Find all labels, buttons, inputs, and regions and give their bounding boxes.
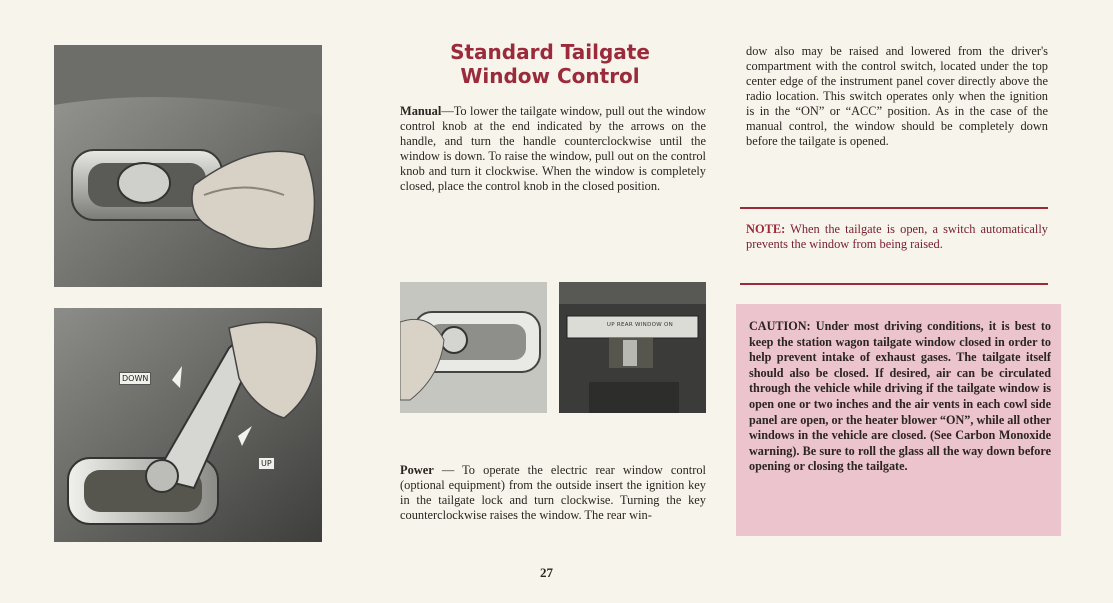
continuation-paragraph: dow also may be raised and lowered from the driver's compartment with the control switch, located under the top center edge of the instrument panel cover directly above the radio location. This switch operates only when the ignition is in the “ON” or “ACC” position. As in the case of the manual control, the window should be completely down before the tailgate is opened. [746, 44, 1048, 148]
divider-bottom [740, 283, 1048, 285]
manual-label: Manual [400, 104, 442, 118]
photo-manual-handle-open [54, 308, 322, 542]
divider-top [740, 207, 1048, 209]
manual-paragraph [400, 104, 706, 194]
note-paragraph [746, 222, 1048, 252]
switch-label: UP REAR WINDOW ON [606, 322, 674, 328]
caution-paragraph: CAUTION: Under most driving conditions, it is best to keep the station wagon tailgate window closed in order to help prevent intake of exhaust gases. The tailgate itself should also be closed. If desired, air can be circulated through the vehicle while driving if the tailgate window is open one or two inches and the air vents in each cowl side panel are open, or the heater blower “ON”, while all other windows in the vehicle are closed. (See Carbon Monoxide warning). Be sure to roll the glass all the way down before opening or closing the tailgate. [749, 319, 1051, 474]
note-label: NOTE: [746, 222, 786, 236]
title-line-1: Standard Tailgate [450, 40, 650, 64]
photo-manual-handle [54, 45, 322, 287]
title-line-2: Window Control [460, 64, 640, 88]
photo-power-window-switch [559, 282, 706, 413]
manual-text: —To lower the tailgate window, pull out the window control knob at the end indicated by the arrows on the handle, and turn the handle counterclockwise until the window is down. To raise the window, pull out on the control knob and turn it clockwise. When the window is completely closed, place the control knob in the closed position. [400, 104, 706, 193]
down-label: DOWN [119, 372, 151, 385]
photo-tailgate-lock [400, 282, 547, 413]
page-title [430, 40, 670, 88]
page-number: 27 [540, 565, 553, 580]
up-label: UP [258, 457, 275, 470]
power-paragraph [400, 463, 706, 523]
power-text: — To operate the electric rear window control (optional equipment) from the outside insert the ignition key in the tailgate lock and turn clockwise. Turning the key counterclockwise raises the window. The rear win- [400, 463, 706, 522]
note-text: When the tailgate is open, a switch automatically prevents the window from being raised. [746, 222, 1048, 251]
power-label: Power [400, 463, 434, 477]
